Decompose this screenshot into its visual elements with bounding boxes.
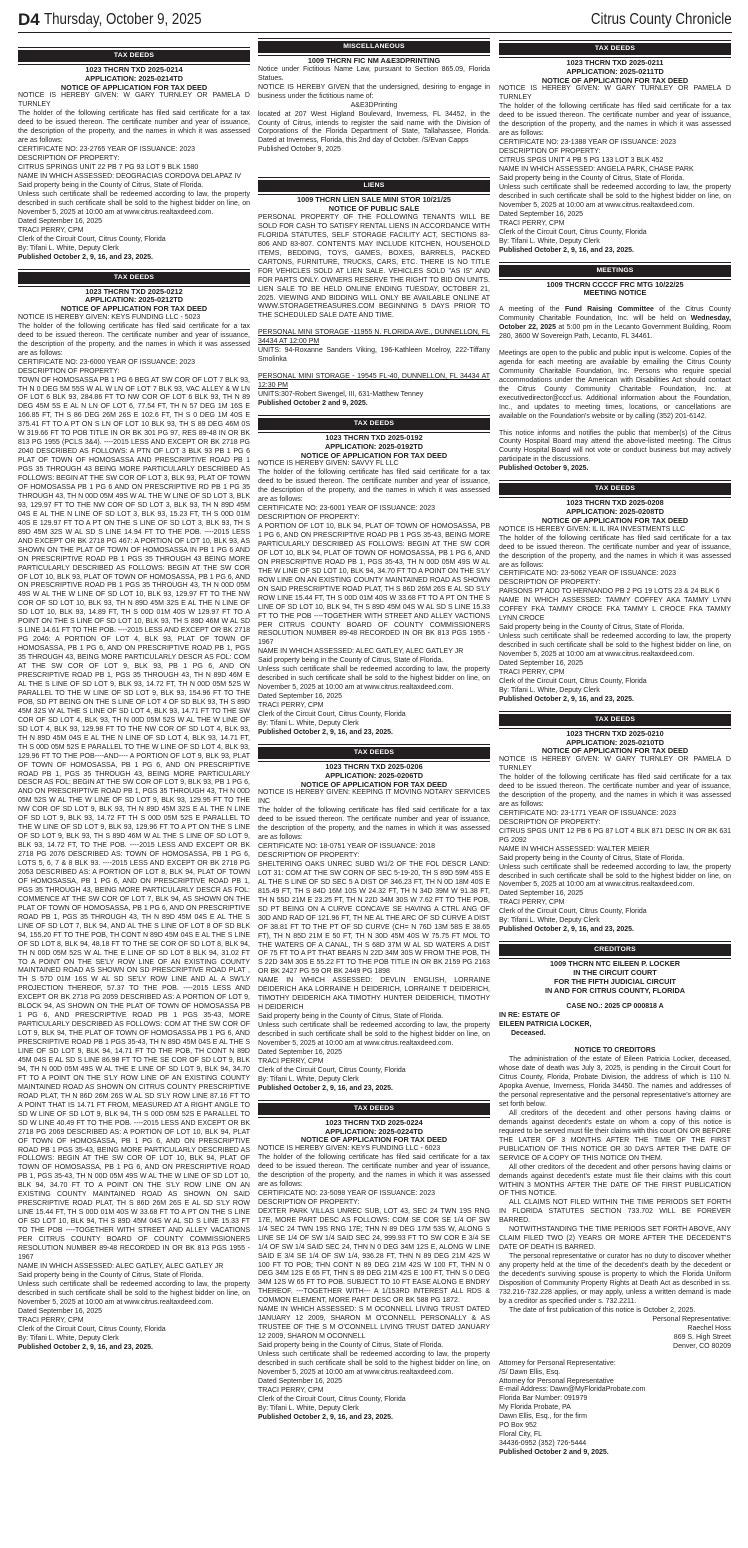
notice-paragraph: By: Tifani L. White, Deputy Clerk: [258, 1404, 359, 1412]
notice-paragraph: Deceased.: [511, 1030, 546, 1038]
notice-paragraph: NAME IN WHICH ASSESSED: WALTER MEIER: [499, 845, 650, 853]
notice-paragraph: NAME IN WHICH ASSESSED: ALEC GATLEY, ALEC GATLEY JR: [258, 648, 464, 656]
notice-heading: 1023 THCRN TXD 2025-0192: [325, 432, 423, 442]
notice-paragraph: UNITS: 94-Roxanne Sanders Viking, 196-Kathleen Mcelroy, 222-Tiffany Smolinka: [258, 347, 490, 364]
spacer: [499, 1352, 731, 1360]
notice-paragraph: DESCRIPTION OF PROPERTY:: [258, 1198, 360, 1206]
published-dates: Published October 2 and 9, 2025.: [258, 400, 368, 408]
notice-paragraph: Clerk of the Circuit Court, Citrus County, Florida: [499, 228, 647, 236]
notice-paragraph: DESCRIPTION OF PROPERTY:: [499, 579, 601, 587]
notice-paragraph: Said property being in the County of Citrus, State of Florida.: [499, 854, 685, 862]
notice-heading: APPLICATION: 2025-0208TD: [566, 507, 664, 517]
newspaper-name: Citrus County Chronicle: [591, 11, 732, 28]
notice-paragraph: Clerk of the Circuit Court, Citrus County, Florida: [18, 1325, 166, 1333]
section-title: LIENS: [258, 180, 490, 192]
notice-heading: APPLICATION: 2025-0211TD: [566, 66, 664, 76]
notice-paragraph: DESCRIPTION OF PROPERTY:: [258, 514, 360, 522]
notice-heading: 1009 THCRN FIC NM A&E3DPRINTING: [307, 56, 441, 65]
notice-paragraph: CERTIFICATE NO: 23-2765 YEAR OF ISSUANCE: 2023: [18, 146, 196, 154]
section-header: [18, 47, 250, 65]
spacer: [499, 342, 731, 350]
notice-heading: IN THE CIRCUIT COURT: [573, 968, 657, 977]
notice-paragraph: IN RE: ESTATE OF: [499, 1012, 561, 1020]
notice-paragraph: The holder of the following certificate has filed said certificate for a tax deed to be issued thereon. The certificate number and year of issuance, the description of the property, and the names in which it was assessed are as follows:: [18, 322, 250, 357]
legal-notice: [18, 269, 250, 1353]
published-dates: Published October 9, 2025.: [499, 465, 589, 473]
notice-paragraph: Dawn Ellis, Esq., for the firm: [499, 1413, 587, 1421]
notice-paragraph: CERTIFICATE NO: 18-0751 YEAR OF ISSUANCE: 2018: [258, 843, 436, 851]
notice-paragraph: Published October 9, 2025: [258, 146, 341, 154]
legal-notice: [258, 177, 490, 409]
notice-heading: NOTICE OF APPLICATION FOR TAX DEED: [541, 515, 689, 525]
notice-paragraph: NOTICE IS HEREBY GIVEN: KEEPING IT MOVING NOTARY SERVICES INC: [258, 789, 490, 806]
notice-paragraph: NOTICE IS HEREBY GIVEN: KEYS FUNDING LLC - 5023: [18, 313, 201, 321]
notice-heading: NOTICE OF APPLICATION FOR TAX DEED: [541, 75, 689, 85]
spacer: [499, 422, 731, 430]
spacer: [499, 995, 731, 1003]
section-title: MISCELLANEOUS: [258, 41, 490, 53]
spacer: [258, 163, 490, 171]
notice-paragraph: DEXTER PARK VILLAS UNREC SUB, LOT 43, SEC 24 TWN 19S RNG 17E, MORE PART DESC AS FOLLOWS: COM SE COR SE 1/4 OF SW 1/4 SEC 24 TWN 19S RNG 17E; THN N 89 DEG 17M 53S W, ALONG S LINE SE 1/4 OF SW 1/4 SAID SEC 24, 999.93 FT TO SW COR E 3/4 SE 1/4 OF SW 1/4 SAID SEC 24, THN N 0 DEG 34M 12S E, ALONG W LINE SAID E 3/4 SE 1/4 OF SW 1/4, 936.28 FT, THN N 89 DEG 21M 42S W 100 FT TO POB; THN CONT N 89 DEG 21M 42S W 100 FT, THN N 0 DEG 34M 12S E 65 FT, THN S 89 DEG 21M 42S E 100 FT, THN S 0 DEG 34M 12S W 65 FT TO POB. SUBJECT TO 10 FT EASE ALONG E BNDRY THEREOF. ---TOGETHER WITH--- A 1/153RD INTEREST ALL RDS & COMMON ELEMENT, MORE PART DESC OR BK 588 PG 1872.: [258, 1207, 490, 1305]
notice-paragraph: The personal representative or curator has no duty to discover whether any property held at the time of the decedent's death by the decedent or the decedent's surviving spouse is property to which the Florida Uniform Disposition of Community Property Rights at Death Act as described in ss. 732.216-732.228 applies, or may apply, unless a written demand is made by a creditor as specified under s. 732.2211.: [499, 1253, 731, 1305]
section-title: TAX DEEDS: [18, 50, 250, 62]
notice-paragraph: NOTICE TO CREDITORS: [574, 1047, 656, 1055]
spacer: [258, 365, 490, 373]
notice-paragraph: By: Tifani L. White, Deputy Clerk: [258, 720, 359, 728]
notice-paragraph: NOTICE IS HEREBY GIVEN: W GARY TURNLEY OR PAMELA D TURNLEY: [499, 756, 731, 773]
notice-paragraph: PO Box 952: [499, 1422, 537, 1430]
notice-paragraph: NOTICE IS HEREBY GIVEN: W GARY TURNLEY OR PAMELA D TURNLEY: [499, 85, 731, 102]
legal-notice: [499, 480, 731, 704]
notice-paragraph: DESCRIPTION OF PROPERTY:: [18, 367, 120, 375]
notice-paragraph: SHELTERING OAKS UNREC SUBD W1/2 OF THE FOL DESCR LAND: LOT 31: COM AT THE SW CORN OF SEC 5-19-20, TH S 89D 59M 45S E AL THE S LINE OF SD SEC 5 A DIST OF 346.23 FT, TH N 0D 18M 40S E 815.49 FT, TH S 84D 16M 10S W 24.32 FT, TH N 34D 39M W 91.38 FT, TH N 55D 21M E 23.25 FT, TH N 22D 34M 30S W 7.62 FT TO THE POB, SD PT BEING ON A CURVE CONCAVE SE HAVING A CTRL ANG OF 30D AND RAD OF 121.96 FT, TH NE AL THE ARC OF SD CURVE A DIST OF 38.81 FT TO THE PT OF SD CURVE (CH= N 76D 13M 58S E 38.65 FT), TH N 85D 21M E 50 FT, TH N 30D 45M 40S W 75.75 FT MOL TO THE WATERS OF A CANAL, TH S 68D 37M W AL SD WATERS A DIST OF 75 FT TO A PT THAT BEARS N 22D 34M 30S W FROM THE POB, TH S 22D 34M 30S E 55.22 FT TO THE POB TITLE IN OR BK 2159 PG 2163 OR BK 2427 PG 59 OR BK 2449 PG 1898: [258, 860, 490, 976]
section-title: TAX DEEDS: [499, 43, 731, 55]
notice-paragraph: Dated September 16, 2025: [499, 659, 584, 667]
notice-paragraph: NAME IN WHICH ASSESSED: TAMMY COFFEY AKA TAMMY LYNN COFFEY FKA TAMMY CROCE FKA TAMMY L CROCE FKA TAMMY LYNN CROCE: [499, 597, 731, 623]
notice-paragraph: PARSONS PT ADD TO HERNANDO PB 2 PG 19 LOTS 23 & 24 BLK 6: [499, 588, 720, 596]
notice-paragraph: TRACI PERRY, CPM: [18, 226, 84, 234]
legal-notice: [499, 941, 731, 1458]
notice-paragraph: This notice informs and notifies the public that member(s) of the Citrus County Hospital Board may attend the above-listed meeting. The Citrus County Hospital Board will not vote or conduct business but may actively participate in the discussions.: [499, 429, 731, 464]
notice-paragraph: Personal Representative:: [652, 1315, 731, 1323]
notice-paragraph: Dated September 16, 2025: [499, 210, 584, 218]
spacer: [499, 1039, 731, 1047]
notice-paragraph: CITRUS SPGS UNIT 4 PB 5 PG 133 LOT 3 BLK 452: [499, 157, 664, 165]
notice-paragraph: E-mail Address: Dawn@MyFloridaProbate.com: [499, 1386, 646, 1394]
published-dates: Published October 2 and 9, 2025.: [499, 1449, 609, 1457]
notice-paragraph: The administration of the estate of Eileen Patricia Locker, deceased, whose date of death was July 3, 2025, is pending in the Circuit Court for Citrus County, Florida, Probate Division, the address of which is 110 N. Apopka Avenue, Inverness, Florida 34450. The names and addresses of the personal representative and the personal representative's attorney are set forth below.: [499, 1056, 731, 1108]
notice-paragraph: TRACI PERRY, CPM: [18, 1316, 84, 1324]
notice-paragraph: CERTIFICATE NO: 23-1771 YEAR OF ISSUANCE: 2023: [499, 809, 677, 817]
notice-heading: 1009 THCRN NTC EILEEN P. LOCKER: [549, 959, 681, 969]
notice-paragraph: CITRUS SPRINGS UNIT 22 PB 7 PG 93 LOT 9 BLK 1580: [18, 164, 199, 172]
notice-paragraph: DESCRIPTION OF PROPERTY:: [18, 155, 120, 163]
notice-paragraph: The date of first publication of this notice is October 2, 2025.: [509, 1306, 696, 1314]
notice-paragraph: Unless such certificate shall be redeemed according to law, the property described in such certificate shall be sold to the highest bidder on line, on November 5, 2025 at 10:00 am at www.citrus.realtaxdeed.com.: [499, 633, 731, 659]
section-title: TAX DEEDS: [258, 747, 490, 759]
notice-paragraph: Unless such certificate shall be redeemed according to law, the property described in such certificate shall be sold to the highest bidder on line, on November 5, 2025 at 10:00 am at www.citrus.realtaxdeed.com.: [18, 190, 250, 216]
notice-heading: NOTICE OF APPLICATION FOR TAX DEED: [300, 1135, 448, 1145]
notice-paragraph: Said property being in the County of Citrus, State of Florida.: [499, 174, 685, 182]
notice-paragraph: NOTICE IS HEREBY GIVEN: W GARY TURNLEY OR PAMELA D TURNLEY: [18, 92, 250, 109]
published-dates: Published October 2, 9, 16, and 23, 2025.: [499, 246, 634, 254]
issue-date: Thursday, October 9, 2025: [44, 11, 202, 28]
notice-heading: NOTICE OF APPLICATION FOR TAX DEED: [541, 746, 689, 756]
notice-paragraph: Unless such certificate shall be redeemed according to law, the property described in such certificate shall be sold to the highest bidder on line, on November 5, 2025 at 10:00 am at www.citrus.realtaxdeed.com.: [258, 666, 490, 692]
notice-heading: 1023 THCRN TXD 2025-0210: [566, 728, 664, 738]
notice-paragraph: Unless such certificate shall be redeemed according to law, the property described in such certificate shall be sold to the highest bidder on line, on November 5, 2025 at 10:00 am at www.citrus.realtaxdeed.com.: [258, 1351, 490, 1376]
section-header: [258, 177, 490, 195]
notice-paragraph: My Florida Probate, PA: [499, 1404, 571, 1412]
notice-paragraph: A&E3DPrinting: [350, 101, 398, 109]
notice-paragraph: NAME IN WHICH ASSESSED: DEVLIN ENGLISH, LORRAINE DEIDERICH AKA LORRAINE H DEIDERICH, LORRAINE T DEIDERICH, TIMOTHY DEIDERICH AKA TIMOTHY HUNTER DEIDERICH, TIMOTHY H DEIDERICH: [258, 977, 490, 1012]
notice-paragraph: The holder of the following certificate has filed said certificate for a tax deed to be issued thereon. The certificate number and year of issuance, the description of the property, and the names in which it was assessed are as follows:: [499, 774, 731, 808]
notice-paragraph: A meeting of the Fund Raising Committee of the Citrus County Community Charitable Foundation, Inc. will be held on Wednesday, October 22, 2025 at 5:00 pm in the Lecanto Government Building, Room 280, 3600 W Sovereign Path, Lecanto, FL 34461.: [499, 306, 731, 340]
notice-paragraph: UNITS:307-Robert Swengel, III, 631-Matthew Tenney: [258, 391, 424, 399]
notice-heading: IN AND FOR CITRUS COUNTY, FLORIDA: [545, 985, 685, 995]
notice-paragraph: DESCRIPTION OF PROPERTY:: [258, 851, 360, 859]
notice-paragraph: /S/ Dawn Ellis, Esq.: [499, 1368, 561, 1376]
section-header: [499, 40, 731, 58]
notice-paragraph: The holder of the following certificate has filed said certificate for a tax deed to be issued thereon. The certificate number and year of issuance, the description of the property, and the names in which it was assessed are as follows:: [18, 110, 250, 145]
notice-paragraph: located at 207 West Higland Boulevard, Inverness, FL 34452, in the County of Citrus, intends to register the said name with the Division of Corporations of the Florida Department of State, Tallahassee, Florida. Dated at Inverness, Florida, this 2nd day of October. /S/Evan Capps: [258, 110, 490, 145]
section-title: TAX DEEDS: [18, 272, 250, 284]
legal-notice: [258, 415, 490, 738]
notice-paragraph: TRACI PERRY, CPM: [258, 1057, 324, 1065]
notice-paragraph: Said property being in the County of Citrus, State of Florida.: [258, 1342, 444, 1350]
notice-paragraph: CERTIFICATE NO: 23-1388 YEAR OF ISSUANCE: 2023: [499, 139, 677, 147]
notice-heading: APPLICATION: 2025-0214TD: [85, 73, 183, 83]
notice-paragraph: Clerk of the Circuit Court, Citrus County, Florida: [258, 1066, 406, 1074]
notice-heading: 1009 THCRN LIEN SALE MINI STOR 10/21/25: [297, 195, 451, 205]
notice-heading: NOTICE OF APPLICATION FOR TAX DEED: [300, 450, 448, 460]
legal-notice: [258, 1100, 490, 1423]
notice-paragraph: Raechel Hoss: [687, 1324, 731, 1332]
notice-paragraph: Dated September 16, 2025: [18, 217, 103, 225]
published-dates: Published October 2, 9, 16, and 23, 2025.: [18, 253, 153, 261]
notice-paragraph: Dated September 16, 2025: [258, 693, 343, 701]
notice-heading: 1023 THCRN TXD 2025-0211: [566, 58, 664, 67]
published-dates: Published October 2, 9, 16, and 23, 2025.: [258, 1413, 393, 1421]
notice-paragraph: CERTIFICATE NO: 23-6001 YEAR OF ISSUANCE: 2023: [258, 505, 436, 513]
notice-paragraph: By: Tifani L. White, Deputy Clerk: [18, 1334, 119, 1342]
notice-paragraph: Said property being in the County of Citrus, State of Florida.: [499, 624, 685, 632]
published-dates: Published October 2, 9, 16, and 23, 2025.: [258, 1084, 393, 1092]
notice-paragraph: CERTIFICATE NO: 23-5098 YEAR OF ISSUANCE: 2023: [258, 1189, 436, 1197]
notice-paragraph: Dated September 16, 2025: [18, 1307, 103, 1315]
legal-notice: [499, 262, 731, 475]
notice-paragraph: By: Tifani L. White, Deputy Clerk: [18, 244, 119, 252]
notice-paragraph: CASE NO.: 2025 CP 000818 A: [566, 1003, 664, 1011]
notice-paragraph: CITRUS SPGS UNIT 12 PB 6 PG 87 LOT 4 BLK 871 DESC IN OR BK 631 PG 2092: [499, 827, 732, 844]
notice-heading: 1023 THCRN TXD 2025-0214: [85, 65, 183, 74]
notice-paragraph: NOTICE IS HEREBY GIVEN: IL IL IRA INVESTMENTS LLC: [499, 525, 686, 533]
notice-paragraph: Attorney for Personal Representative:: [499, 1359, 616, 1367]
section-header: [499, 941, 731, 959]
notice-heading: 1023 THCRN TXD 2025-0208: [566, 498, 664, 508]
notice-paragraph: Florida Bar Number: 091979: [499, 1395, 588, 1403]
notice-heading: MEETING NOTICE: [583, 288, 647, 298]
notice-paragraph: By: Tifani L. White, Deputy Clerk: [499, 917, 600, 925]
section-title: CREDITORS: [499, 944, 731, 956]
notice-paragraph: Floral City, FL: [499, 1431, 543, 1439]
notice-paragraph: PERSONAL MINI STORAGE -11955 N. FLORIDA AVE., DUNNELLON, FL 34434 AT 12:00 PM: [258, 329, 490, 346]
notice-paragraph: NAME IN WHICH ASSESSED: DEOGRACIAS CORDOVA DELAPAZ IV: [18, 172, 242, 180]
notice-heading: APPLICATION: 2025-0192TD: [325, 441, 423, 451]
notice-paragraph: NOTWITHSTANDING THE TIME PERIODS SET FORTH ABOVE, ANY CLAIM FILED TWO (2) YEARS OR MORE AFTER THE DECEDENT'S DATE OF DEATH IS BARRED.: [499, 1226, 731, 1252]
notice-paragraph: Clerk of the Circuit Court, Citrus County, Florida: [499, 908, 647, 916]
notice-paragraph: Meetings are open to the public and public input is welcome. Copies of the agenda for each meeting are available by emailing the Citrus County Community Charitable Foundation, Inc. Persons who require special accommodations under the American with Disabilities Act should contact the Citrus County Community Charitable Foundation, Inc. at executivedirector@cccf.us. Additional information about the Foundation, Inc., and updates to meeting times, locations, or cancellations are available on the Foundation's website or by calling (352) 201-6142.: [499, 349, 731, 420]
section-header: [258, 38, 490, 56]
notice-paragraph: DESCRIPTION OF PROPERTY:: [499, 148, 601, 156]
section-header: [18, 269, 250, 287]
notice-paragraph: The holder of the following certificate has filed said certificate for a tax deed to be issued thereon. The certificate number and year of issuance, the description of the property, and the names in which it was assessed are as follows:: [499, 534, 731, 569]
notice-paragraph: Denver, CO 80209: [673, 1342, 731, 1350]
notice-paragraph: Said property being in the County of Citrus, State of Florida.: [258, 657, 444, 665]
notice-heading: NOTICE OF APPLICATION FOR TAX DEED: [60, 304, 208, 314]
published-dates: Published October 2, 9, 16, and 23, 2025.: [499, 926, 634, 934]
notice-paragraph: A PORTION OF LOT 10, BLK 94, PLAT OF TOWN OF HOMOSASSA, PB 1 PG 6, AND ON PRESCRIPTIVE ROAD PB 1 PGS 35-43, BEING MORE PARTICULARLY DESCRIBED AS FOLLOWS: BEGIN AT THE SW COR OF LOT 10, BLK 94, PLAT OF TOWN OF HOMOSASSA, PB 1 PG 6, AND ON PRESCRIPTIVE ROAD PB 1, PGS 35-43, TH N 00D 05M 49S W AL THE W LINE OF SD LOT 10, BLK 94, 34.70 FT TO A POINT ON THE S'LY ROW LINE ON AN EXISTING COUNTY MAINTAINED ROAD AS SHOWN ON SAID PRESCRIPTIVE ROAD PLAT, TH S 86D 26M 26S E AL SD S'LY ROW LINE 15.44 FT, TH S 00D 01M 40S W 33.68 FT TO A PT ON THE S LINE OF SD LOT 10, BLK 94, TH S 89D 45M 04S W AL SD S LINE 15.33 FT TO THE POB ----TOGETHER WITH STREET AND ALLEY VACTIONS PER CITRUS COUNTY BOARD OF COUNTY COMMISSIONERS RESOLUTION NUMBER 89-48 RECORDED IN OR BK 813 PGS 1955 - 1967: [258, 523, 490, 647]
legal-notice: [258, 38, 490, 171]
notice-paragraph: TRACI PERRY, CPM: [258, 702, 324, 710]
notice-paragraph: Clerk of the Circuit Court, Citrus County, Florida: [18, 235, 166, 243]
notice-paragraph: NOTICE IS HEREBY GIVEN that the undersigned, desiring to engage in business under the fictitious name of:: [258, 83, 490, 100]
notice-paragraph: NOTICE IS HEREBY GIVEN: SAVVY FL LLC: [258, 460, 399, 468]
notice-paragraph: TRACI PERRY, CPM: [499, 219, 565, 227]
notice-paragraph: ALL CLAIMS NOT FILED WITHIN THE TIME PERIODS SET FORTH IN FLORIDA STATUTES SECTION 733.702 WILL BE FOREVER BARRED.: [499, 1199, 731, 1225]
notice-paragraph: Unless such certificate shall be redeemed according to law, the property described in such certificate shall be sold to the highest bidder on line, on November 5, 2025 at 10:00 am at www.citrus.realtaxdeed.com.: [499, 863, 731, 889]
notice-paragraph: NAME IN WHICH ASSESSED: ALEC GATLEY, ALEC GATLEY JR: [18, 1262, 224, 1270]
notice-paragraph: Unless such certificate shall be redeemed according to law, the property described in such certificate shall be sold to the highest bidder on line, on November 5, 2025 at 10:00 am at www.citrus.realtaxdeed.com.: [499, 183, 731, 209]
section-header: [258, 1100, 490, 1118]
section-title: TAX DEEDS: [258, 1103, 490, 1115]
notice-paragraph: NOTICE IS HEREBY GIVEN: KEYS FUNDING LLC - 6023: [258, 1145, 441, 1153]
notice-heading: APPLICATION: 2025-0224TD: [325, 1126, 423, 1136]
notice-paragraph: The holder of the following certificate has filed said certificate for a tax deed to be issued thereon. The certificate number and year of issuance, the description of the property, and the names in which it was assessed are as follows:: [258, 469, 490, 504]
section-header: [258, 415, 490, 433]
notice-paragraph: NAME IN WHICH ASSESSED: S M OCONNELL LIVING TRUST DATED JANUARY 12 2009, SHARON M O'CONNELL PERSONALLY & AS TRUSTEE OF THE S M O'CONNELL LIVING TRUST DATED JANUARY 12 2009, SHARON M OCONNELL: [258, 1306, 490, 1341]
notice-heading: APPLICATION: 2025-0212TD: [85, 295, 183, 305]
notice-paragraph: Unless such certificate shall be redeemed according to law, the property described in such certificate shall be sold to the highest bidder on line, on November 5, 2025 at 10:00 am at www.citrus.realtaxdeed.com.: [18, 1280, 250, 1306]
notice-paragraph: By: Tifani L. White, Deputy Clerk: [499, 686, 600, 694]
notice-paragraph: The holder of the following certificate has filed said certificate for a tax deed to be issued thereon. The certificate number and year of issuance, the description of the property, and the names in which it was assessed are as follows:: [258, 1154, 490, 1188]
notice-paragraph: TRACI PERRY, CPM: [499, 899, 565, 907]
notice-paragraph: TOWN OF HOMOSASSA PB 1 PG 6 BEG AT SW COR OF LOT 7 BLK 93, TH N 0 DEG 5M 55S W AL W LN OF LOT 7 BLK 93, VAC ALLEY & W LN OF LOT 6 BLK 93, 284.86 FT TO NW COR OF LOT 6 BLK 93, TH N 89 DEG 45M 5S E AL N LN OF LOT 6, 77.54 FT, TH N 57 DEG 1M 16S E 166.85 FT, TH S 86 DEG 26M 26S E 102.6 FT, TH S 0 DEG 1M 40S E 375.41 FT TO A PT ON S LN OF LOT 10 BLK 93, TH S 89 DEG 46M 0S W 319.66 FT TO POB TITLE IN OR BK 301 PG 97, RES 89-48 IN OR BK 813 PG 1955 (PCLS 3&4). ----2015 LESS AND EXCEPT OR BK 2718 PG 2040 DESCRIBED AS FOLLOWS: A PTN OF LOT 3 BLK 93 PB 1 PG 6 PLAT OF TOWN OF HOMOSASSA AND PRESCRIPTIVE ROAD PB 1 PGS 35 THROUGH 43 BEING MORE PARTICULARLY DESCRIBED AS FOLLOWS: BEGIN AT THE SW COR OF LOT 3, BLK 93, PLAT OF TOWN OF HOMOSASSA PB 1 PG 6 AND ON PRESCRIPTIVE RD PB 1 PG 35 THROUGH 43, TH N 00D 05M 49S W AL THE W LINE OF SD LOT 3, BLK 93, 129.97 FT TO THE NW COR OF SD LOT 3, BLK 93, TH N 89D 45M 04S E AL THE N LINE OF SD LOT 3, BLK 93, 15.23 FT, TH S 00D 01M 40S E 129.97 FT TO A PT ON THE S LINE OF SD LOT 3, BLK 93, TH S 89D 45M 32S W AL SD S LINE 14.94 FT TO THE POB. ----2015 LESS AND EXCEPT OR BK 2718 PG 467: A PORTION OF LOT 10, BLK 93, AS SHOWN ON THE PLAT OF TOWN OF HOMOSASSA IN PB 1 PG 6 AND ON PRESCRIPTIVE ROAD PB 1 PGS 35 THROUGH 43 BEING MORE PARTICULARLY DESCRIBED AS FOLLOWS: BEGIN AT THE SW COR OF LOT 10, BLK 93, PLAT OF TOWN OF HOMOSASSA, PB 1 PG 6, AND ON PRESCRIPTIVE ROAD PB 1 PGS 35 THROUGH 43, TH N 00D 05M 49S W AL THE W LINE OF SD LOT 10, BLK 93, 129.97 FT TO THE NW COR OF SD LOT 10, BLK 93, TH N 89D 45M 32S E AL THE N LINE OF SD LOT 10, BLK 93, 14.89 FT, TH S 00D 01M 40S W 129.97 FT TO A POINT ON THE S LINE OF SD LOT 10, BLK 93, TH S 89D 46M W AL SD S LINE 14.61 FT TO THE POB. ----2015 LESS AND EXCEPT OR BK 2718 PG 2046: A PORTION OF LOT 4, BLK 93, PLAT OF TOWN OF HOMOSASSA, PB 1 PG 6, AND ON PRESCRIPTIVE ROAD PB 1, PGS 35 THROUGH 43, BEING MORE PARTICULARLY DESCR AS FOL: COM AT THE SW COR OF LOT 9, BLK 93, PB 1 PG 6, AND ON PRESCRIPTIVE ROAD PB 1, PGS 35 THROUGH 43, TH N 89D 46M E AL THE S LINE OF SD LOT 9, BLK 93, 14.72 FT, TH N 00D 05M 52S W PARALLEL TO THE W LINE OF SD LOT 9, BLK 93, 154.96 FT TO THE POB, SD PT BEING ON THE S LINE OF LOT 4 OF SD BLK 93, TH S 89D 45M 32S W AL THE S LINE OF SD LOT 4, BLK 93, 14.71 FT TO THE SW COR OF SD LOT 4, BLK 93, TH N 00D 05M 52S W AL THE W LINE OF SD LOT 4, BLK 93, 129.98 FT TO THE NW COR OF SD LOT 4, BLK 93, TH N 89D 45M 04S E AL THE N LINE OF SD LOT 4, BLK 93, 14.71 FT, TH S 00D 05M 52S E PARALLEL TO THE W LINE OF SD LOT 4, BLK 93, 129.96 FT TO THE POB----AND---- A PORTION OF LOT 9, BLK 93, PLAT OF TOWN OF HOMOSASSA, PB 1 PG 6, AND ON PRESCRIPTIVE ROAD PB 1, PGS 35 THROUGH 43, BEING MORE PARTICULARLY DESCR AS FOL: BEGIN AT THE SW COR OF LOT 9, BLK 93, PB 1 PG 6, AND ON PRESCRIPTIVE ROAD PB 1, PGS 35 THROUGH 43, TH N 00D 05M 52S W AL THE W LINE OF SD LOT 9, BLK 93, 129.95 FT TO THE NW COR OF SD LOT 9, BLK 93, TH N 89D 45M 32S E AL THE N LINE OF SD LOT 9, BLK 93, 14.72 FT TH S 00D 05M 52S E PARALLEL TO THE W LINE OF SD LOT 9, BLK 93, 129.96 FT TO A PT ON THE S LINE OF SD LOT 9, BLK 93, TH S 89D 46M W AL THE S LINE OF SD LOT 9, BLK 93, 14.72 FT, TO THE POB. ----2015 LESS AND EXCEPT OR BK 2718 PG 2076 DESCRIBED AS: TOWN OF HOMOSASSA, PB 1 PG 6, LOTS 5, 6, 7 & 8 BLK 93. ----2015 LESS AND EXCEPT OR BK 2718 PG 2053 DESCRIBED AS: A PORTION OF LOT 8, BLK 94, PLAT OF TOWN OF HOMOSASSA, PB 1 PG 6, AND ON PRESCRIPTIVE ROAD PB 1, PGS 35 THROUGH 43, BEING MORE PARTICULARLY DESCR AS FOL: COMMENCE AT THE SW COR OF LOT 7, BLK 94, AS SHOWN ON THE PLAT OF TOWN OF HOMOSASSA, PB 1 PG 6, AND ON PRESCRIPTIVE ROAD PB 1, PGS 35 THROUGH 43, TH N 89D 45M 04S E AL THE S LINE OF SD LOT 7, BLK 94, AND AL THE S LINE OF LOT 8 OF SD BLK 94, 155.20 FT TO THE POB, TH CONT N 89D 45M 04S E AL THE S LINE OF SD LOT 8, BLK 94, 48.18 FT TO THE SE COR OF SD LOT 8, BLK 94, TH N 00D 05M 52S W AL THE E LINE OF SD LOT 8 BLK 94, 31.02 FT TO A POINT ON THE SE'LY ROW LINE OF AN EXISTING COUNTY MAINTAINED ROAD AS SHOWN ON SD PRESCRIPTIVE ROAD PLAT , TH S 57D 01M 16S W AL SD SE'LY ROW LINE AND AL A SW'LY PROJECTION THEREOF, 57.37 TO THE POB. ----2015 LESS AND EXCEPT OR BK 2718 PG 2059 DESCRIBED AS: A PORTION OF LOT 9, BLOCK 94, AS SHOWN ON THE PLAT OF TOWN OF HOMOSASSA PB 1 PG 6, AND PRESCRIPTIVE ROAD PB 1 PGS 35-43, MORE PARTICULARLY DESCRIBED AS FOLLOWS: COM AT THE SW COR OF LOT 9, BLK 94, THE PLAT OF TOWN OF HOMOSASSA PB 1 PG 6, AND PRESCRIPTIVE ROAD PB 1 PGS 35-43, TH N 89D 45M 04S E AL THE S LINE OF SD LOT 9, BLK 94, 14.71 FT TO THE POB, TH CONT N 89D 45M 04S E AL SD S LINE 86.98 FT TO THE SE COR OF SD LOT 9, BLK 94, TH N 00D 05M 49S W AL THE E LINE OF SD LOT 9, BLK 94, 34.70 FT TO A POINT ON THE S'LY ROW LINE OF AN EXISTING COUNTY MAINTAINED ROAD AS SHOWN ON CITRUS COUNTY PRESCRIPTIVE ROAD PLAT, TH N 86D 26M 26S W AL SD S'LY ROW LINE 87.16 FT TO A POINT THAT IS 14.71 FT FROM, MEASURED AT A RIGHT ANGLE TO SD W LINE OF SD LOT 9, BLK 94, TH S 00D 05M 52S E PARALLEL TO SD W LINE 40.49 FT TO THE POB. ----2015 LESS AND EXCEPT OR BK 2718 PG 2069 DESCRIBED AS: A PORTION OF LOT 10, BLK 94, PLAT OF TOWN OF HOMOSASSA, PB 1 PG 6, AND ON PRESCRIPTIVE ROAD PB 1 PGS 35-43, BEING MORE PARTICULARLY DESCRIBED AS FOLLOWS: BEGIN AT THE SW COR OF LOT 10, BLK 94, PLAT OF TOWN OF HOMOSASSA, PB 1 PG 6, AND ON PRESCRIPTIVE ROAD PB 1, PGS 35-43, TH N 00D 05M 49S W AL THE W LINE OF SD LOT 10, BLK 94, 34.70 FT TO A POINT ON THE S'LY ROW LINE ON AN EXISTING COUNTY MAINTAINED ROAD AS SHOWN ON SAID PRESCRIPTIVE ROAD PLAT, TH S 86D 26M 26S E AL SD S'LY ROW LINE 15.44 FT, TH S 00D 01M 40S W 33.68 FT TO A PT ON THE S LINE OF SD LOT 10, BLK 94, TH S 89D 45M 04S W AL SD S LINE 15.33 FT TO THE POB ----TOGETHER WITH STREET AND ALLEY VACATIONS PER CITRUS COUNTY BOARD OF COUNTY COMMISSIONERS RESOLUTION NUMBER 89-48 RECORDED IN OR BK 813 PGS 1955 - 1967: [18, 376, 251, 1261]
notice-heading: NOTICE OF PUBLIC SALE: [328, 204, 420, 214]
section-title: TAX DEEDS: [258, 418, 490, 430]
notice-paragraph: Attorney for Personal Representative: [499, 1377, 614, 1385]
published-dates: Published October 2, 9, 16, and 23, 2025.: [18, 1343, 153, 1351]
notice-paragraph: All creditors of the decedent and other persons having claims or demands against decedent's estate on whom a copy of this notice is required to be served must file their claims with this court ON OR BEFORE THE LATER OF 3 MONTHS AFTER THE TIME OF THE FIRST PUBLICATION OF THIS NOTICE OR 30 DAYS AFTER THE DATE OF SERVICE OF A COPY OF THIS NOTICE ON THEM.: [499, 1109, 731, 1162]
section-header: [499, 262, 731, 280]
masthead: [18, 8, 732, 33]
notice-heading: 1023 THCRN TXD 2025-0224: [325, 1117, 423, 1127]
notice-heading: FOR THE FIFTH JUDICIAL CIRCUIT: [554, 976, 676, 986]
spacer: [258, 155, 490, 163]
section-title: TAX DEEDS: [499, 483, 731, 495]
notice-paragraph: TRACI PERRY, CPM: [499, 668, 565, 676]
section-title: TAX DEEDS: [499, 714, 731, 726]
notice-paragraph: The holder of the following certificate has filed said certificate for a tax deed to be issued thereon. The certificate number and year of issuance, the description of the property, and the names in which it was assessed are as follows:: [499, 103, 731, 138]
column-3: [499, 38, 731, 1464]
notice-paragraph: NAME IN WHICH ASSESSED: ANGELA PARK, CHASE PARK: [499, 165, 694, 173]
section-header: [499, 711, 731, 729]
column-1: [18, 45, 250, 1358]
notice-paragraph: Dated September 16, 2025: [258, 1048, 343, 1056]
notice-paragraph: PERSONAL MINI STORAGE - 19545 FL-40, DUNNELLON, FL 34434 AT 12:30 PM: [258, 373, 490, 390]
section-header: [499, 480, 731, 498]
notice-paragraph: Unless such certificate shall be redeemed according to law, the property described in such certificate shall be sold to the highest bidder on line, on November 5, 2025 at 10:00 am at www.citrus.realtaxdeed.com.: [258, 1022, 490, 1047]
notice-paragraph: CERTIFICATE NO: 23-5062 YEAR OF ISSUANCE: 2023: [499, 570, 677, 578]
notice-paragraph: PERSONAL PROPERTY OF THE FOLLOWING TENANTS WILL BE SOLD FOR CASH TO SATISFY RENTAL LIENS IN ACCORDANCE WITH FLORIDA STATUTES, SELF STORAGE FACILITY ACT, SECTIONS 83-806 AND 83-807. CONTENTS MAY INCLUDE KITCHEN, HOUSEHOLD ITEMS, BEDDING, TOYS, GAMES, BOXES, BARRELS, PACKED CARTONS, FURNITURE, TRUCKS, CARS, ETC. THERE IS NO TITLE FOR VEHICLES SOLD AT LIEN SALE. VEHICLES SOLD "AS IS" AND FOR PARTS ONLY. OWNERS RESERVE THE RIGHT TO BID ON UNITS. LIEN SALE TO BE HELD ONLINE ENDING TUESDAY, OCTOBER 21, 2025. VIEWING AND BIDDING WILL ONLY BE AVAILABLE ONLINE AT WWW.STORAGETREASURES.COM BEGINNING 5 DAYS PRIOR TO THE SCHEDULED SALE DATE AND TIME.: [258, 213, 490, 320]
notice-paragraph: EILEEN PATRICIA LOCKER,: [499, 1021, 592, 1029]
notice-paragraph: Clerk of the Circuit Court, Citrus County, Florida: [258, 1395, 406, 1403]
notice-paragraph: Dated September 16, 2025: [258, 1377, 343, 1385]
notice-paragraph: Said property being in the County of Citrus, State of Florida.: [258, 1013, 444, 1021]
notice-paragraph: By: Tifani L. White, Deputy Clerk: [499, 237, 600, 245]
column-2: [258, 36, 490, 1429]
published-dates: Published October 2, 9, 16, and 23, 2025.: [258, 728, 393, 736]
spacer: [258, 321, 490, 329]
notice-paragraph: The holder of the following certificate has filed said certificate for a tax deed to be issued thereon. The certificate number and year of issuance, the description of the property, and the names in which it was assessed are as follows:: [258, 807, 490, 842]
notice-heading: NOTICE OF APPLICATION FOR TAX DEED: [300, 779, 448, 789]
notice-heading: 1023 THCRN TXD 2025-0212: [85, 286, 183, 296]
notice-heading: NOTICE OF APPLICATION FOR TAX DEED: [60, 82, 208, 92]
notice-paragraph: 869 S. High Street: [673, 1333, 731, 1341]
notice-heading: 1023 THCRN TXD 2025-0206: [325, 761, 423, 771]
notice-paragraph: Notice under Fictitious Name Law, pursuant to Section 865.09, Florida Statues.: [258, 65, 490, 82]
section-header: [258, 744, 490, 762]
legal-notice: [499, 711, 731, 935]
notice-paragraph: 34436-0952 (352) 726-5444: [499, 1440, 587, 1448]
notice-paragraph: Said property being in the County of Citrus, State of Florida.: [18, 181, 204, 189]
notice-heading: APPLICATION: 2025-0210TD: [566, 737, 664, 747]
notice-paragraph: All other creditors of the decedent and other persons having claims or demands against decedent's estate must file their claims with this court WITHIN 3 MONTHS AFTER THE DATE OF THE FIRST PUBLICATION OF THIS NOTICE.: [499, 1163, 731, 1198]
notice-paragraph: Clerk of the Circuit Court, Citrus County, Florida: [258, 711, 406, 719]
legal-notice: [18, 47, 250, 263]
notice-paragraph: Said property being in the County of Citrus, State of Florida.: [18, 1271, 204, 1279]
notice-paragraph: By: Tifani L. White, Deputy Clerk: [258, 1075, 359, 1083]
notice-paragraph: DESCRIPTION OF PROPERTY:: [499, 818, 601, 826]
notice-heading: APPLICATION: 2025-0206TD: [325, 770, 423, 780]
page-number: D4: [18, 10, 40, 29]
notice-paragraph: Clerk of the Circuit Court, Citrus County, Florida: [499, 677, 647, 685]
notice-heading: 1009 THCRN CCCCF FRC MTG 10/22/25: [546, 279, 684, 289]
legal-notice: [499, 40, 731, 256]
legal-notice: [258, 744, 490, 1094]
spacer: [499, 298, 731, 306]
notice-paragraph: TRACI PERRY, CPM: [258, 1386, 324, 1394]
notice-paragraph: CERTIFICATE NO: 23-6000 YEAR OF ISSUANCE: 2023: [18, 358, 196, 366]
section-title: MEETINGS: [499, 265, 731, 277]
notice-paragraph: Dated September 16, 2025: [499, 890, 584, 898]
published-dates: Published October 2, 9, 16, and 23, 2025.: [499, 695, 634, 703]
